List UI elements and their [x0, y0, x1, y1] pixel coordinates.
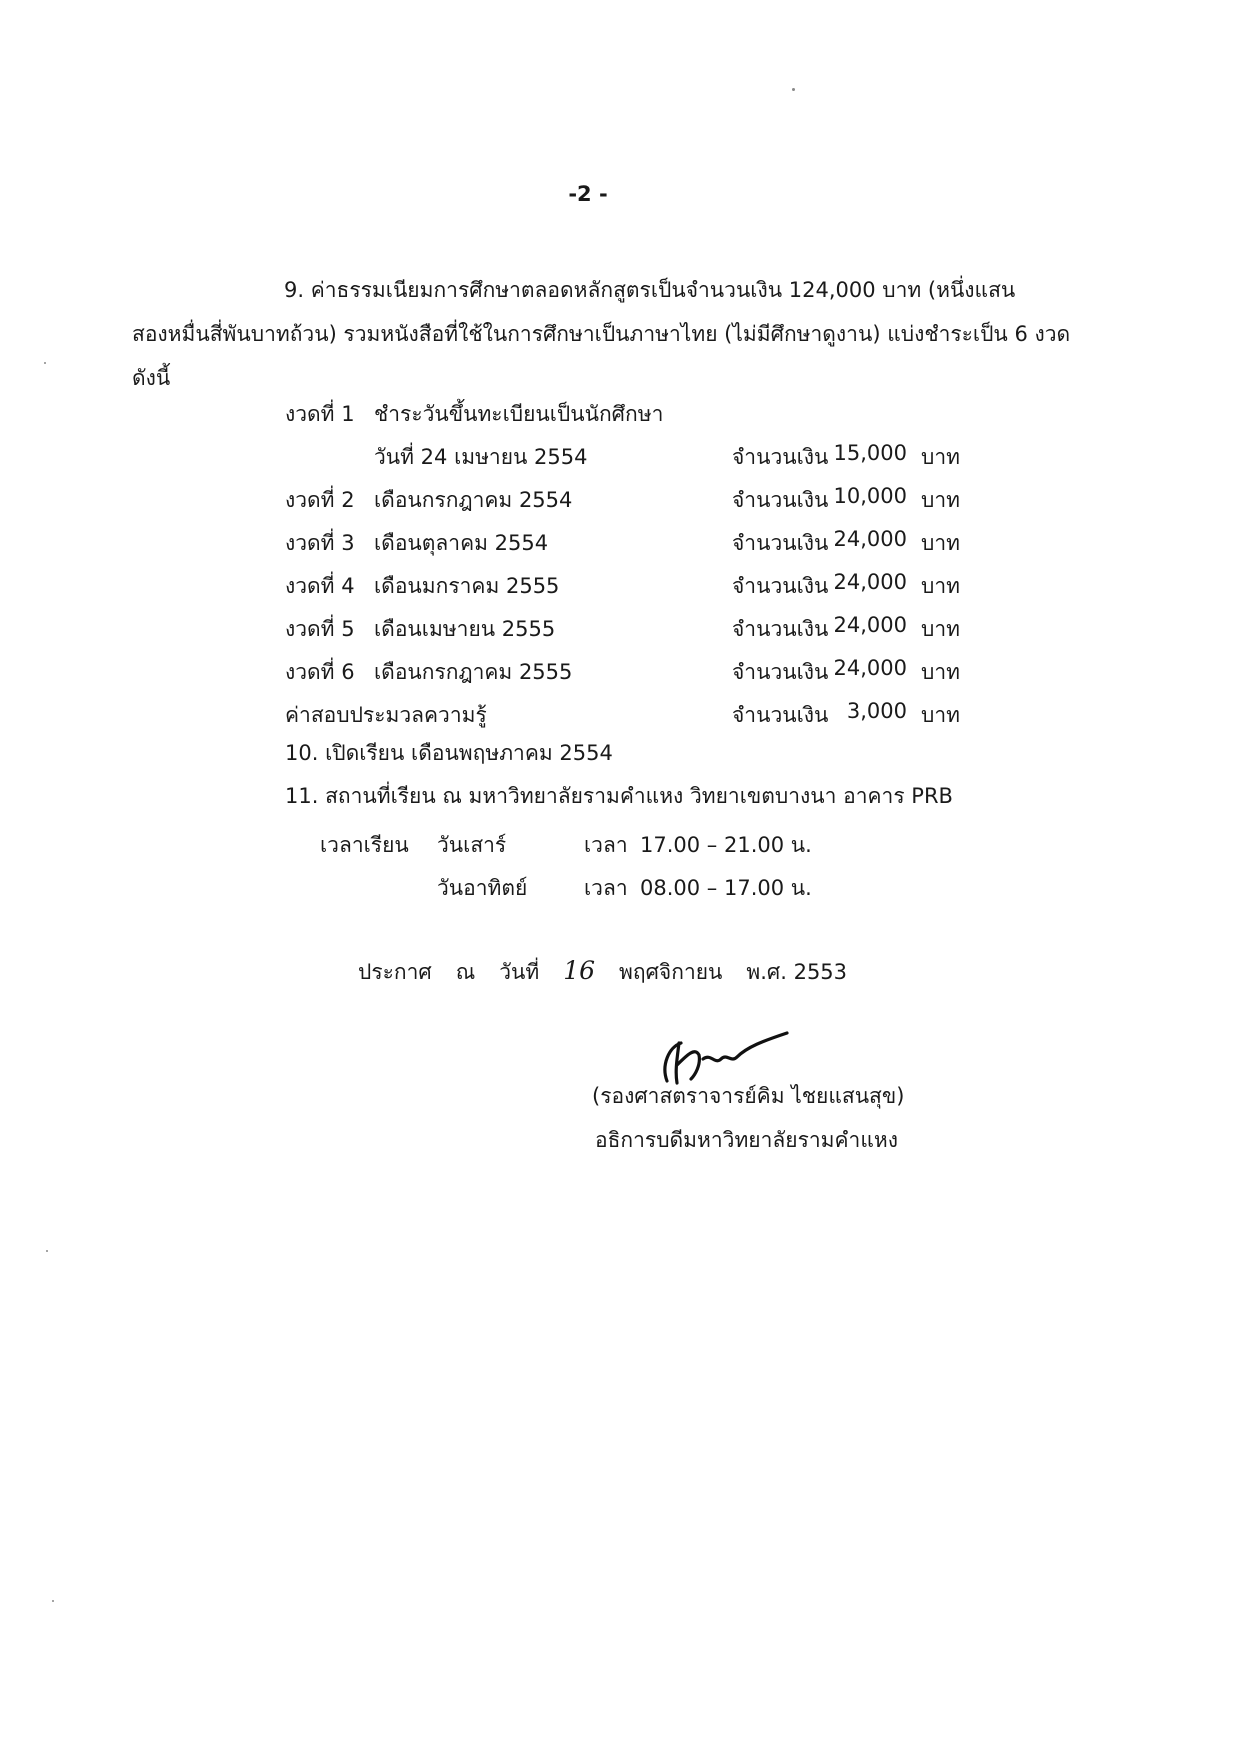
installment-amount-label: จำนวนเงิน — [732, 574, 829, 598]
installment-row — [285, 441, 1085, 484]
installment-desc: เดือนมกราคม 2555 — [374, 574, 560, 598]
announcement-era-year: พ.ศ. 2553 — [746, 960, 848, 984]
tuition-paragraph — [132, 268, 1071, 400]
study-day: วันอาทิตย์ — [437, 876, 528, 900]
announcement-day-word: วันที่ — [499, 960, 540, 984]
tuition-line-3: ดังนี้ — [132, 366, 171, 390]
page-number: -2 - — [568, 182, 608, 206]
installment-currency: บาท — [921, 660, 960, 684]
study-day: วันเสาร์ — [437, 833, 507, 857]
tuition-line-1: 9. ค่าธรรมเนียมการศึกษาตลอดหลักสูตรเป็นจำนวนเงิน 124,000 บาท (หนึ่งแสน — [284, 278, 1016, 302]
announcement-prefix: ประกาศ — [358, 960, 432, 984]
signatory-title: อธิการบดีมหาวิทยาลัยรามคำแหง — [595, 1128, 898, 1152]
installment-amount: 10,000 — [833, 484, 907, 508]
study-time-range: 08.00 – 17.00 น. — [640, 876, 812, 900]
installment-currency: บาท — [921, 488, 960, 512]
installment-label: งวดที่ 6 — [285, 660, 355, 684]
installment-amount: 24,000 — [833, 656, 907, 680]
scan-speck — [52, 1600, 54, 1602]
installment-currency: บาท — [921, 531, 960, 555]
study-time-range: 17.00 – 21.00 น. — [640, 833, 812, 857]
installment-desc: เดือนกรกฎาคม 2555 — [374, 660, 573, 684]
signatory-name: (รองศาสตราจารย์คิม ไชยแสนสุข) — [592, 1084, 905, 1108]
study-time-word: เวลา — [584, 876, 628, 900]
installment-amount-label: จำนวนเงิน — [732, 531, 829, 555]
installment-label: งวดที่ 5 — [285, 617, 355, 641]
installment-label: งวดที่ 2 — [285, 488, 355, 512]
installment-amount-label: จำนวนเงิน — [732, 445, 829, 469]
installment-row — [285, 398, 1085, 441]
installment-desc: ชำระวันขึ้นทะเบียนเป็นนักศึกษา — [374, 402, 664, 426]
announcement-at: ณ — [455, 960, 476, 984]
installment-desc: เดือนกรกฎาคม 2554 — [374, 488, 573, 512]
installment-label: งวดที่ 4 — [285, 574, 355, 598]
installment-currency: บาท — [921, 574, 960, 598]
tuition-line-2: สองหมื่นสี่พันบาทถ้วน) รวมหนังสือที่ใช้ในการศึกษาเป็นภาษาไทย (ไม่มีศึกษาดูงาน) แบ่งชำระเป็น 6 งวด — [132, 322, 1071, 346]
installment-row — [285, 570, 1085, 613]
installment-currency: บาท — [921, 445, 960, 469]
installment-row — [285, 613, 1085, 656]
installment-row — [285, 484, 1085, 527]
study-location-item: 11. สถานที่เรียน ณ มหาวิทยาลัยรามคำแหง วิทยาเขตบางนา อาคาร PRB — [285, 784, 953, 808]
installment-row — [285, 656, 1085, 699]
installment-amount: 24,000 — [833, 527, 907, 551]
installment-label: งวดที่ 1 — [285, 402, 355, 426]
installment-desc: วันที่ 24 เมษายน 2554 — [374, 445, 588, 469]
installment-amount-label: จำนวนเงิน — [732, 617, 829, 641]
installment-desc: เดือนเมษายน 2555 — [374, 617, 556, 641]
installment-currency: บาท — [921, 617, 960, 641]
installment-amount-label: จำนวนเงิน — [732, 660, 829, 684]
installment-row — [285, 527, 1085, 570]
scan-speck — [792, 88, 795, 91]
scan-speck — [44, 362, 46, 364]
scan-speck — [46, 1250, 48, 1252]
handwritten-signature — [655, 1025, 795, 1091]
study-time-row — [320, 872, 920, 915]
study-time-row — [320, 829, 920, 872]
announcement-month: พฤศจิกายน — [619, 960, 723, 984]
installment-label: งวดที่ 3 — [285, 531, 355, 555]
study-time-label: เวลาเรียน — [320, 833, 409, 857]
announcement-date-line — [358, 958, 847, 983]
installment-amount: 15,000 — [833, 441, 907, 465]
exam-fee-amount: 3,000 — [846, 699, 907, 723]
study-time-word: เวลา — [584, 833, 628, 857]
exam-fee-row — [285, 699, 1085, 742]
installment-amount: 24,000 — [833, 613, 907, 637]
installment-amount: 24,000 — [833, 570, 907, 594]
installment-desc: เดือนตุลาคม 2554 — [374, 531, 549, 555]
class-start-item: 10. เปิดเรียน เดือนพฤษภาคม 2554 — [285, 741, 613, 765]
exam-fee-amount-label: จำนวนเงิน — [732, 703, 829, 727]
study-time-block — [320, 829, 920, 915]
exam-fee-currency: บาท — [921, 703, 960, 727]
installment-schedule — [285, 398, 1085, 742]
installment-amount-label: จำนวนเงิน — [732, 488, 829, 512]
announcement-day-handwritten: 16 — [563, 956, 596, 985]
exam-fee-label: ค่าสอบประมวลความรู้ — [285, 703, 487, 727]
